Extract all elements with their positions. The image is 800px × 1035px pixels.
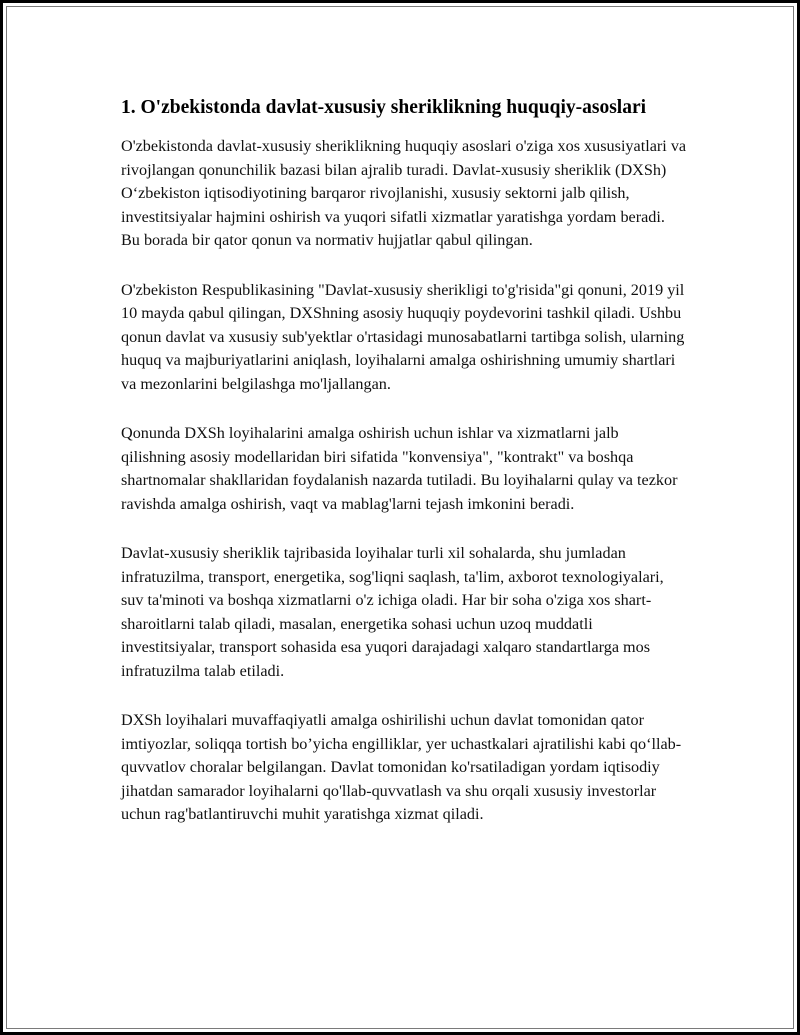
paragraph-1: O'zbekistonda davlat-xususiy sheriklikning huquqiy asoslari o'ziga xos xususiyatlari va rivojlangan qonunchilik bazasi bilan ajralib turadi. Davlat-xususiy sheriklik (DXSh) O‘zbekiston iqtisodiyotining barqaror rivojlanishi, xususiy sektorni jalb qilish, investitsiyalar hajmini oshirish va yuqori sifatli xizmatlar yaratishga yordam beradi. Bu borada bir qator qonun va normativ hujjatlar qabul qilingan.	[121, 137, 687, 249]
paragraph-3: Qonunda DXSh loyihalarini amalga oshirish uchun ishlar va xizmatlarni jalb qilishning asosiy modellaridan biri sifatida "konvensiya", "kontrakt" va boshqa shartnomalar shakllaridan foydalanish nazarda tutiladi. Bu loyihalarni qulay va tezkor ravishda amalga oshirish, vaqt va mablag'larni tejash imkonini beradi.	[121, 424, 678, 513]
paragraph-5: DXSh loyihalari muvaffaqiyatli amalga oshirilishi uchun davlat tomonidan qator imtiyozlar, soliqqa tortish bo’yicha engilliklar, yer uchastkalari ajratilishi kabi qo‘llab-quvvatlov choralar belgilangan. Davlat tomonidan ko'rsatiladigan yordam iqtisodiy jihatdan samarador loyihalarni qo'llab-quvvatlash va shu orqali xususiy investorlar uchun rag'batlantiruvchi muhit yaratishga xizmat qiladi.	[121, 711, 682, 823]
paragraph-2: O'zbekiston Respublikasining "Davlat-xususiy sherikligi to'g'risida"gi qonuni, 2019 yil 10 mayda qabul qilingan, DXShning asosiy huquqiy poydevorini tashkil qiladi. Ushbu qonun davlat va xususiy sub'yektlar o'rtasidagi munosabatlarni tartibga solish, ularning huquq va majburiyatlarini aniqlash, loyihalarni amalga oshirishning umumiy shartlari va mezonlarini belgilashga mo'ljallangan.	[121, 280, 685, 393]
document-body	[121, 95, 687, 853]
section-heading: 1. O'zbekistonda davlat-xususiy sheriklikning huquqiy-asoslari	[121, 97, 647, 118]
paragraph-4: Davlat-xususiy sheriklik tajribasida loyihalar turli xil sohalarda, shu jumladan infratuzilma, transport, energetika, sog'liqni saqlash, ta'lim, axborot texnologiyalari, suv ta'minoti va boshqa xizmatlarni o'z ichiga oladi. Har bir soha o'ziga xos shart-sharoitlarni talab qiladi, masalan, energetika sohasi uchun uzoq muddatli investitsiyalar, transport sohasida esa yuqori darajadagi xalqaro standartlarga mos infratuzilma talab etiladi.	[121, 544, 664, 680]
